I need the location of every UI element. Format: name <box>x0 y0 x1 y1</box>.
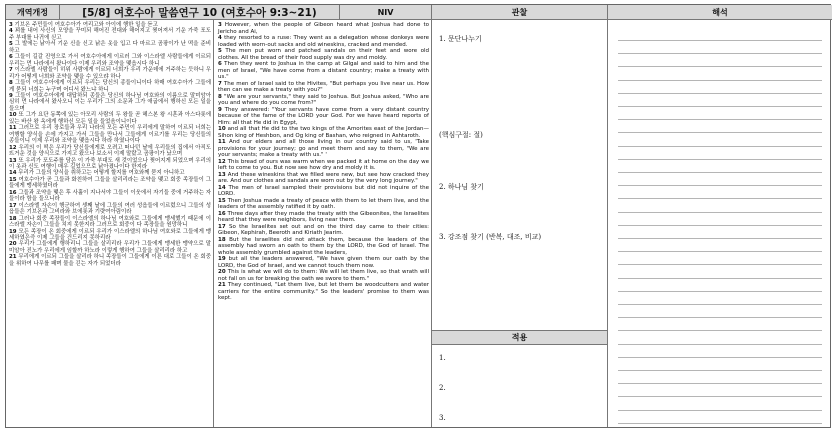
verse-text: 우리의 이 떡은 우리가 당신들에게로 오려고 떠나던 날에 우리들의 집에서 아직도 뜨거운 것을 양식으로 가지고 왔으나 보소서 이제 말랐고 곰팡이가 났으며 <box>9 144 211 158</box>
verse-number: 10 <box>9 112 17 119</box>
writing-line <box>618 317 822 318</box>
writing-line <box>618 410 822 411</box>
english-verses <box>218 22 429 302</box>
verse-text: 또 그가 요단 동쪽에 있는 아모리 사람의 두 왕들 곧 헤스본 왕 시혼과 아스다롯에 있는 바산 왕 옥에게 행하신 모든 일을 들었음이니이다 <box>9 112 211 125</box>
english-verse <box>218 48 429 61</box>
verse-text: 꾀를 내어 사신의 모양을 꾸미되 해어진 전대와 해어지고 찢어져서 기운 가죽 포도주 부대를 나귀에 싣고 <box>9 28 211 41</box>
writing-line <box>618 278 822 279</box>
verse-number: 21 <box>218 282 226 288</box>
writing-line <box>618 357 822 358</box>
writing-line <box>618 66 822 67</box>
korean-text-column <box>6 20 214 427</box>
english-verse <box>218 94 429 107</box>
verse-text: And our elders and all those living in our country said to us, 'Take provisions for your journey; go and meet them and say to them, "We are your servants; make a treaty with us." ' <box>218 139 429 158</box>
verse-number: 12 <box>218 158 226 165</box>
korean-verse <box>9 41 211 54</box>
verse-text: So the Israelites set out and on the third day came to their cities: Gibeon, Kephirah, Beeroth and Kiriath Jearim. <box>218 223 429 236</box>
verse-number: 18 <box>218 236 226 243</box>
english-verse <box>218 172 429 185</box>
english-verse <box>218 139 429 159</box>
verse-number: 8 <box>218 93 222 100</box>
english-verse <box>218 269 429 282</box>
verse-number: 3 <box>218 22 222 28</box>
verse-text: Then Joshua made a treaty of peace with them to let them live, and the leaders of the assembly ratified it by oath. <box>218 197 429 210</box>
korean-verse <box>9 177 211 190</box>
verse-number: 18 <box>9 215 17 222</box>
verse-number: 4 <box>9 28 13 35</box>
korean-verses <box>9 22 211 267</box>
english-verse <box>218 61 429 81</box>
writing-line <box>618 383 822 384</box>
observation-header: 관찰 <box>432 5 608 20</box>
verse-number: 19 <box>9 228 17 235</box>
english-verse <box>218 81 429 94</box>
application-item-2: 2. <box>439 384 446 392</box>
verse-number: 13 <box>9 157 17 164</box>
korean-verse <box>9 93 211 112</box>
writing-line <box>618 198 822 199</box>
verse-text: However, when the people of Gibeon heard what Joshua had done to Jericho and Ai, <box>218 22 429 35</box>
verse-number: 20 <box>9 241 17 248</box>
verse-number: 16 <box>218 210 226 217</box>
verse-text: 우리가 그들에게 행하리니 그들을 살리리라 우리가 그들에게 맹세한 맹약으로 말미암아 진노가 우리에게 임할까 하노라 이렇게 행하여 그들을 살리리라 하고 <box>9 241 211 254</box>
verse-number: 4 <box>218 35 222 41</box>
verse-number: 8 <box>9 80 13 87</box>
verse-number: 14 <box>218 184 226 191</box>
korean-verse <box>9 67 211 80</box>
observation-column <box>432 20 608 427</box>
writing-line <box>618 159 822 160</box>
korean-verse <box>9 254 211 267</box>
verse-text: Then they went to Joshua in the camp at Gilgal and said to him and the men of Israel, "We have come from a distant country; make a treaty with us." <box>218 61 429 80</box>
writing-line <box>618 40 822 41</box>
writing-line <box>618 344 822 345</box>
writing-line <box>618 212 822 213</box>
korean-verse <box>9 145 211 158</box>
verse-number: 6 <box>9 54 13 61</box>
writing-line <box>618 53 822 54</box>
interpretation-header: 해석 <box>608 5 832 20</box>
verse-text: This bread of ours was warm when we packed it at home on the day we left to come to you. But now see how dry and moldy it is. <box>218 158 429 171</box>
writing-line <box>618 330 822 331</box>
verse-text: 또 우리가 포도주를 담은 이 가죽 부대도 새 것이었으나 찢어지게 되었으며 우리의 이 옷과 신도 여행이 매우 길었으므로 낡아졌나이다 한지라 <box>9 157 211 170</box>
english-verse <box>218 159 429 172</box>
verse-number: 17 <box>9 202 17 209</box>
application-header: 적용 <box>432 330 607 345</box>
verse-number: 10 <box>218 126 226 132</box>
application-item-3: 3. <box>439 414 446 422</box>
verse-number: 20 <box>218 269 226 275</box>
writing-line <box>618 264 822 265</box>
english-verse <box>218 256 429 269</box>
application-item-1: 1. <box>439 354 446 362</box>
verse-text: 그러나 회중 족장들이 이스라엘의 하나님 여호와로 그들에게 맹세했기 때문에 이스라엘 자손이 그들을 치지 못한지라 그러므로 회중이 다 족장들을 원망하니 <box>9 215 211 229</box>
verse-number: 6 <box>218 61 222 67</box>
verse-text: 이스라엘 사람들이 히위 사람에게 이르되 너희가 우리 가운데에 거주하는 듯하니 우리가 어떻게 너희와 조약을 맺을 수 있으랴 하나 <box>9 67 211 80</box>
verse-text: "We are your servants," they said to Joshua. But Joshua asked, "Who are you and where do you come from?" <box>218 93 429 106</box>
version-header: NIV <box>340 5 432 20</box>
english-verse <box>218 237 429 257</box>
verse-text: 그러므로 우리 장로들과 우리 나라의 모든 주민이 우리에게 말하여 이르되 너희는 여행할 양식을 손에 가지고 가서 그들을 만나서 그들에게 이르기를 우리는 당신들의 종들이니 이제 우리와 조약을 맺읍시다 하라 하였나이다 <box>9 125 211 145</box>
verse-number: 19 <box>218 256 226 262</box>
verse-text: 이스라엘 자손이 행군하여 셋째 날에 그들의 여러 성읍들에 이르렀으니 그들의 성읍들은 기브온과 그비라와 브에롯과 기럇여아림이라 <box>9 202 211 216</box>
writing-line <box>618 106 822 107</box>
english-text-column <box>214 20 432 427</box>
korean-verse <box>9 54 211 67</box>
verse-number: 14 <box>9 170 17 177</box>
verse-number: 3 <box>9 22 13 28</box>
writing-line <box>618 291 822 292</box>
korean-verse <box>9 216 211 229</box>
verse-number: 7 <box>218 80 222 87</box>
verse-number: 17 <box>218 223 226 230</box>
writing-line <box>618 238 822 239</box>
writing-line <box>618 93 822 94</box>
observation-key-verse: (핵심구절: 절) <box>439 131 483 139</box>
english-verse <box>218 282 429 302</box>
english-verse <box>218 35 429 48</box>
verse-text: 그들이 길갈 진영으로 가서 여호수아에게 이르러 그와 이스라엘 사람들에게 이르되 우리는 먼 나라에서 왔나이다 이제 우리와 조약을 맺읍시다 하니 <box>9 54 211 67</box>
korean-verse <box>9 229 211 242</box>
verse-text: 무리에게 이르되 그들을 살리라 하니 족장들이 그들에게 이른 대로 그들이 온 회중을 위하여 나무를 패며 물을 긷는 자가 되었더라 <box>9 254 211 267</box>
study-sheet <box>5 4 831 428</box>
verse-number: 16 <box>9 189 17 196</box>
korean-verse <box>9 80 211 93</box>
verse-number: 12 <box>9 144 17 151</box>
verse-text: and all that He did to the two kings of the Amorites east of the Jordan—Sihon king of Heshbon, and Og king of Bashan, who reigned in Ashtaroth. <box>218 126 429 139</box>
verse-text: 그들이 여호수아에게 대답하되 종들은 당신의 하나님 여호와의 이름으로 말미암아 심히 먼 나라에서 왔사오니 이는 우리가 그의 소문과 그가 애굽에서 행하신 모든 일을 들으며 <box>9 92 211 112</box>
observation-item-paragraphs: 1. 문단나누기 <box>439 35 482 43</box>
verse-text: but all the leaders answered, "We have given them our oath by the LORD, the God of Israel, and we cannot touch them now. <box>218 256 429 269</box>
verse-text: The men of Israel sampled their provisions but did not inquire of the LORD. <box>218 184 429 197</box>
korean-verse <box>9 158 211 171</box>
writing-line <box>618 80 822 81</box>
verse-text: The men of Israel said to the Hivites, "But perhaps you live near us. How then can we make a treaty with you?" <box>218 80 429 93</box>
verse-number: 21 <box>9 254 17 261</box>
verse-text: 무리가 그들의 양식을 취하고는 어떻게 할지를 여호와께 묻지 아니하고 <box>16 170 185 177</box>
english-verse <box>218 22 429 35</box>
verse-number: 15 <box>218 197 226 204</box>
verse-number: 5 <box>218 48 222 54</box>
writing-line <box>618 225 822 226</box>
verse-text: 그 발에는 낡아서 기운 신을 신고 낡은 옷을 입고 다 마르고 곰팡이가 난 떡을 준비하고 <box>9 41 211 54</box>
korean-verse <box>9 112 211 125</box>
observation-item-find-god: 2. 하나님 찾기 <box>439 183 484 191</box>
writing-line <box>618 132 822 133</box>
korean-verse <box>9 125 211 144</box>
writing-line <box>618 251 822 252</box>
english-verse <box>218 198 429 211</box>
korean-verse <box>9 203 211 216</box>
verse-text: The men put worn and patched sandals on their feet and wore old clothes. All the bread of their food supply was dry and moldy. <box>218 48 429 61</box>
verse-number: 7 <box>9 67 13 74</box>
verse-text: This is what we will do to them: We will let them live, so that wrath will not fall on us for breaking the oath we swore to them." <box>218 269 429 282</box>
verse-number: 5 <box>9 41 13 48</box>
english-verse <box>218 224 429 237</box>
writing-line <box>618 172 822 173</box>
observation-item-emphasis: 3. 강조점 찾기 (반복, 대조, 비교) <box>439 233 542 241</box>
writing-line <box>618 423 822 424</box>
writing-line <box>618 146 822 147</box>
writing-line <box>618 396 822 397</box>
title-header: [5/8] 여호수아 말씀연구 10 (여호수아 9:3~21) <box>60 5 340 20</box>
verse-number: 11 <box>218 139 226 145</box>
english-verse <box>218 126 429 139</box>
verse-text: They continued, "Let them live, but let them be woodcutters and water carriers for the entire community." So the leaders' promise to them was kept. <box>218 282 429 301</box>
writing-line <box>618 185 822 186</box>
writing-line <box>618 370 822 371</box>
verse-number: 13 <box>218 171 226 178</box>
verse-text: Three days after they made the treaty with the Gibeonites, the Israelites heard that they were neighbors, living near them. <box>218 210 429 223</box>
english-verse <box>218 211 429 224</box>
verse-number: 9 <box>9 92 13 99</box>
writing-line <box>618 119 822 120</box>
english-verse <box>218 107 429 127</box>
verse-number: 15 <box>9 176 17 183</box>
verse-text: And these wineskins that we filled were new, but see how cracked they are. And our clothes and sandals are worn out by the very long journey." <box>218 171 429 184</box>
korean-verse <box>9 28 211 41</box>
korean-verse <box>9 190 211 203</box>
verse-number: 9 <box>218 106 222 113</box>
english-verse <box>218 185 429 198</box>
verse-text: But the Israelites did not attack them, because the leaders of the assembly had sworn an oath to them by the LORD, the God of Israel. The whole assembly grumbled against the leaders, <box>218 236 429 256</box>
verse-text: They answered: "Your servants have come from a very distant country because of the fame of the LORD your God. For we have heard reports of Him: all that He did in Egypt, <box>218 106 429 126</box>
verse-text: 모든 족장이 온 회중에게 이르되 우리가 이스라엘의 하나님 여호와로 그들에게 맹세하였은즉 이제 그들을 건드리지 못하리라 <box>9 228 211 241</box>
verse-text: 기브온 주민들이 여호수아가 여리고와 아이에 행한 일을 듣고 <box>12 22 158 28</box>
verse-number: 11 <box>9 125 17 132</box>
interpretation-column <box>608 20 832 427</box>
verse-text: 그들과 조약을 맺은 후 사흘이 지나서야 그들이 이웃에서 자기들 중에 거주하는 자들이라 함을 들으니라 <box>9 189 211 203</box>
category-header: 개역개정 <box>6 5 60 20</box>
verse-text: they resorted to a ruse: They went as a delegation whose donkeys were loaded with worn-out sacks and old wineskins, cracked and mended. <box>218 35 429 48</box>
verse-text: 여호수아가 곧 그들과 화친하여 그들을 살리리라는 조약을 맺고 회중 족장들이 그들에게 맹세하였더라 <box>9 176 211 190</box>
writing-line <box>618 304 822 305</box>
verse-text: 그들이 여호수아에게 이르되 우리는 당신의 종들이니이다 하매 여호수아가 그들에게 묻되 너희는 누구며 어디서 왔느냐 하니 <box>9 80 211 93</box>
korean-verse <box>9 241 211 254</box>
